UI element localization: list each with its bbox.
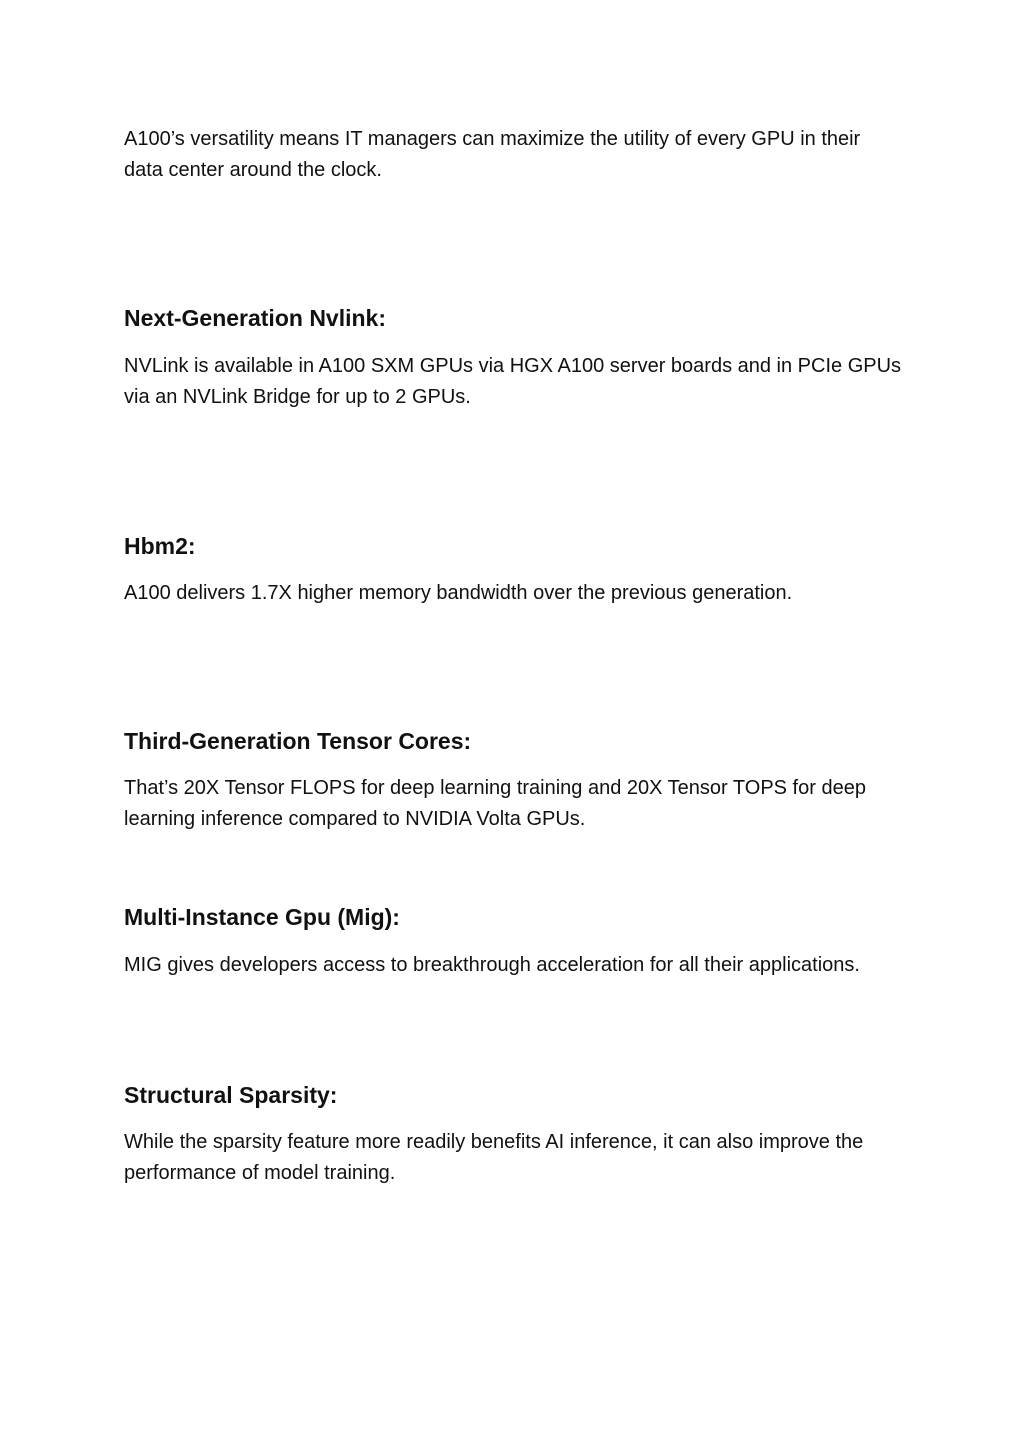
section-body-tensor-cores: That’s 20X Tensor FLOPS for deep learning training and 20X Tensor TOPS for deep learning inference compared to NVIDIA Volta GPUs. — [124, 777, 866, 830]
section-body-structural-sparsity: While the sparsity feature more readily benefits AI inference, it can also improve the performance of model training. — [124, 1131, 864, 1184]
section-heading-mig: Multi-Instance Gpu (Mig): — [124, 904, 400, 930]
section-body-nvlink: NVLink is available in A100 SXM GPUs via HGX A100 server boards and in PCIe GPUs via an NVLink Bridge for up to 2 GPUs. — [124, 355, 902, 408]
section-body-mig: MIG gives developers access to breakthrough acceleration for all their applications. — [124, 954, 860, 976]
section-heading-hbm2: Hbm2: — [124, 533, 196, 559]
section-heading-nvlink: Next-Generation Nvlink: — [124, 305, 386, 331]
section-body-hbm2: A100 delivers 1.7X higher memory bandwidth over the previous generation. — [124, 582, 793, 604]
section-heading-structural-sparsity: Structural Sparsity: — [124, 1082, 338, 1108]
section-heading-tensor-cores: Third-Generation Tensor Cores: — [124, 728, 472, 754]
intro-paragraph: A100’s versatility means IT managers can maximize the utility of every GPU in their data center around the clock. — [124, 128, 861, 181]
